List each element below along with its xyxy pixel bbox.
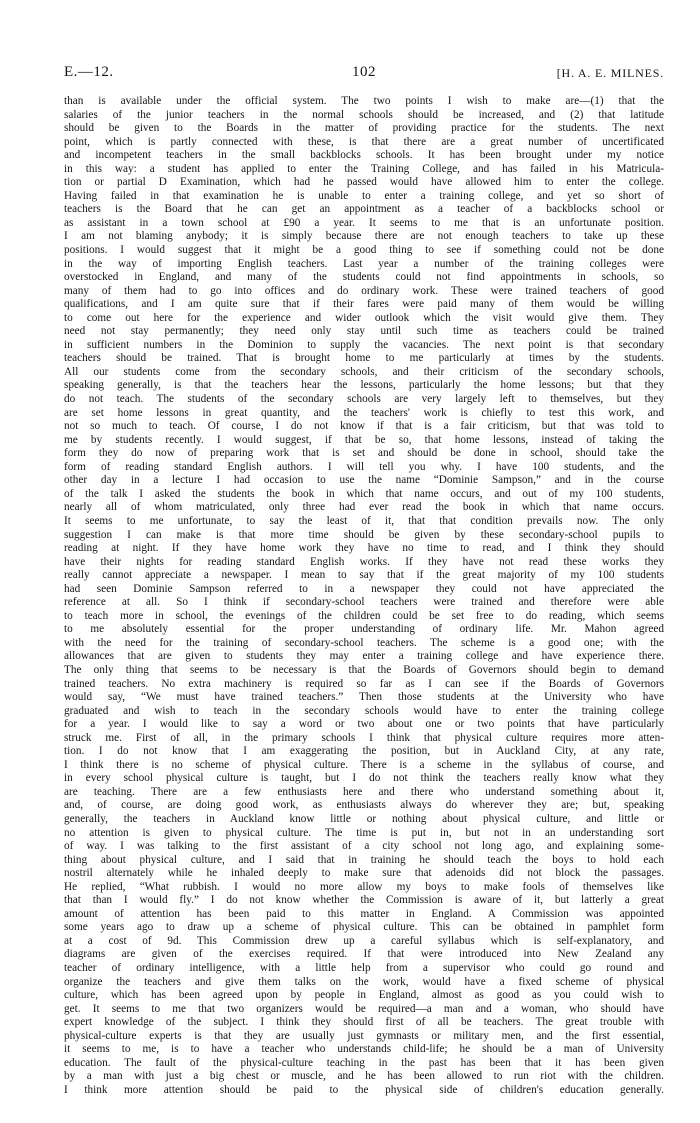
text-line: expert knowledge of the subject. I think they should first of all be teachers. The great trouble with bbox=[64, 1016, 664, 1029]
text-line: reading at night. If they have home work they have no time to read, and I think they should bbox=[64, 542, 664, 555]
text-line: I think there is no scheme of physical culture. There is a scheme in the syllabus of course, and bbox=[64, 758, 664, 771]
text-line: as assistant in a town school at £90 a year. It seems to me that is an unfortunate position. bbox=[64, 216, 664, 229]
page-number: 102 bbox=[352, 64, 376, 80]
text-line: diagrams are given of the exercises required. If that were introduced into New Zealand any bbox=[64, 948, 664, 961]
text-line: suggestion I can make is that more time should be given by these secondary-school pupils to bbox=[64, 528, 664, 541]
text-line: nostril alternately while he inhaled deeply to make sure that adenoids did not block the passages. bbox=[64, 867, 664, 880]
text-line: I think more attention should be paid to the physical side of children's education generally. bbox=[64, 1083, 664, 1096]
text-line: many of them had to go into offices and do ordinary work. These were trained teachers of good bbox=[64, 284, 664, 297]
text-line: need not stay permanently; they need only stay until such time as teachers could be trained bbox=[64, 325, 664, 338]
text-line: He replied, “What rubbish. I would no more allow my boys to make fools of themselves like bbox=[64, 880, 664, 893]
text-line: that than I would fly.” I do not know whether the Commission is aware of it, but latterly a great bbox=[64, 894, 664, 907]
text-line: of the talk I asked the students the book in which that name occurs, and out of my 100 students, bbox=[64, 487, 664, 500]
text-line: for a year. I would like to say a word or two about one or two points that have particularly bbox=[64, 718, 664, 731]
text-line: to teach more in school, the evenings of the children could be set free to do reading, which seems bbox=[64, 609, 664, 622]
text-line: are teaching. There are a few enthusiasts here and there who understand something about it, bbox=[64, 785, 664, 798]
text-line: thing about physical culture, and I said that in training he should teach the boys to hold each bbox=[64, 853, 664, 866]
text-line: some years ago to draw up a scheme of physical culture. This can be obtained in pamphlet form bbox=[64, 921, 664, 934]
text-line: trained teachers. No extra machinery is required so far as I can see if the Boards of Governors bbox=[64, 677, 664, 690]
text-line: culture, which has been agreed upon by people in England, almost as good as you could wish to bbox=[64, 989, 664, 1002]
speaker-name: [H. A. E. MILNES. bbox=[556, 66, 664, 80]
text-line: reference at all. So I think if secondary-school teachers were trained and therefore were able bbox=[64, 596, 664, 609]
text-line: tion. I do not know that I am exaggerating the position, but in Auckland City, at any rate, bbox=[64, 745, 664, 758]
text-line: physical-culture experts is that they are usually just gymnasts or military men, and the first essential, bbox=[64, 1029, 664, 1042]
text-line: speaking generally, is that the teachers hear the lessons, particularly the home lessons; but that they bbox=[64, 379, 664, 392]
text-line: tion or partial D Examination, which had he passed would have allowed him to enter the college. bbox=[64, 176, 664, 189]
text-line: amount of attention has been paid to this matter in England. A Commission was appointed bbox=[64, 907, 664, 920]
text-line: teachers is the Board that he can get an appointment as a teacher of a backblocks school or bbox=[64, 203, 664, 216]
text-line: not so much to teach. Of course, I do not know if that is a fair criticism, but that was told to bbox=[64, 420, 664, 433]
text-line: point, which is partly connected with these, is that there are a great number of uncertificated bbox=[64, 135, 664, 148]
text-line: to come out here for the experience and wider outlook which the visit would give them. They bbox=[64, 311, 664, 324]
text-line: organize the teachers and give them talks on the work, would have a fixed scheme of physical bbox=[64, 975, 664, 988]
text-line: are set home lessons in great quantity, and the teachers' work is chiefly to test this work, and bbox=[64, 406, 664, 419]
text-line: in every school physical culture is taught, but I do not think the teachers really know what they bbox=[64, 772, 664, 785]
text-line: had seen Dominie Sampson referred to in a newspaper they could not have appreciated the bbox=[64, 582, 664, 595]
text-line: I am not blaming anybody; it is simply because there are not enough teachers to take up these bbox=[64, 230, 664, 243]
text-line: teacher of ordinary intelligence, with a little help from a supervisor who could go round and bbox=[64, 962, 664, 974]
text-line: Having failed in that examination he is unable to enter a training college, and yet so short of bbox=[64, 189, 664, 202]
text-line: at a cost of 9d. This Commission drew up a careful syllabus which is self-explanatory, and bbox=[64, 934, 664, 947]
text-line: and incompetent teachers in the small backblocks schools. It has been brought under my notice bbox=[64, 149, 664, 162]
text-line: do not teach. The students of the secondary schools are very largely left to themselves, but they bbox=[64, 393, 664, 406]
text-line: of way. I was talking to the first assistant of a city school not long ago, and explaining some- bbox=[64, 840, 664, 853]
text-line: in the way of importing English teachers. Last year a number of the training colleges were bbox=[64, 257, 664, 270]
text-line: salaries of the junior teachers in the normal schools should be increased, and (2) that latitude bbox=[64, 108, 664, 121]
text-line: nearly all of whom matriculated, only three had ever read the book in which that name occurs. bbox=[64, 501, 664, 514]
text-line: other day in a lecture I had occasion to use the name “Dominie Sampson,” and in the course bbox=[64, 474, 664, 487]
text-line: no attention is given to physical culture. The time is put in, but not in an understanding sort bbox=[64, 826, 664, 839]
text-line: graduated and wish to teach in the secondary schools would have to enter the training college bbox=[64, 704, 664, 717]
text-line: form they do now of preparing work that is set and should be done in school, should take the bbox=[64, 447, 664, 460]
document-reference: E.—12. bbox=[64, 64, 114, 80]
text-line: overstocked in England, and many of the students could not find appointments in schools, so bbox=[64, 271, 664, 284]
text-line: me by students recently. I would suggest, if that be so, that home lessons, instead of taking the bbox=[64, 433, 664, 446]
text-line: in this way: a student has applied to enter the Training College, and has failed in his Matricula- bbox=[64, 162, 664, 175]
text-line: positions. I would suggest that it might be a good thing to see if something could not be done bbox=[64, 244, 664, 257]
text-line: and, of course, are doing good work, as enthusiasts always do wherever they are; but, speaking bbox=[64, 799, 664, 812]
text-line: education. The fault of the physical-culture teaching in the past has been that it has been given bbox=[64, 1056, 664, 1069]
testimony-paragraph bbox=[64, 95, 664, 1097]
text-line: qualifications, and I am quite sure that if their fares were paid many of them would be willing bbox=[64, 298, 664, 311]
text-line: The only thing that seems to be necessary is that the Boards of Governors should begin to demand bbox=[64, 663, 664, 676]
text-line: in sufficient numbers in the Dominion to supply the vacancies. The next point is that secondary bbox=[64, 338, 664, 351]
text-line: by a man with just a big chest or muscle, and he has been allowed to run riot with the children. bbox=[64, 1070, 664, 1083]
running-head bbox=[64, 64, 664, 88]
text-line: to me absolutely essential for the proper understanding of ordinary life. Mr. Mahon agreed bbox=[64, 623, 664, 636]
text-line: really cannot appreciate a newspaper. I mean to say that if the great majority of my 100 students bbox=[64, 569, 664, 582]
text-line: teachers should be trained. That is brought home to me particularly at times by the students. bbox=[64, 352, 664, 365]
text-line: get. It seems to me that two organizers would be required—a man and a woman, who should have bbox=[64, 1002, 664, 1015]
text-line: struck me. First of all, in the primary schools I think that physical culture requires more atten- bbox=[64, 731, 664, 744]
text-line: It seems to me unfortunate, to say the least of it, that that condition prevails now. The only bbox=[64, 514, 664, 527]
text-line: should be given to the Boards in the matter of providing practice for the students. The next bbox=[64, 122, 664, 135]
text-line: generally, the teachers in Auckland know little or nothing about physical culture, and little or bbox=[64, 812, 664, 825]
text-line: All our students come from the secondary schools, and their criticism of the secondary schools, bbox=[64, 365, 664, 378]
text-line: form of reading standard English authors. I will tell you why. I have 100 students, and the bbox=[64, 460, 664, 473]
text-line: it seems to me, is to have a teacher who understands child-life; he should be a man of University bbox=[64, 1043, 664, 1056]
text-line: allowances that are given to students they may enter a training college and have experience there. bbox=[64, 650, 664, 663]
text-line: than is available under the official system. The two points I wish to make are—(1) that the bbox=[64, 95, 664, 107]
text-line: have their nights for reading standard English works. If they have not read these works they bbox=[64, 555, 664, 568]
text-line: with the need for the training of secondary-school teachers. The scheme is a good one; with the bbox=[64, 636, 664, 649]
text-line: would say, “We must have trained teachers.” Then those students at the University who have bbox=[64, 691, 664, 704]
